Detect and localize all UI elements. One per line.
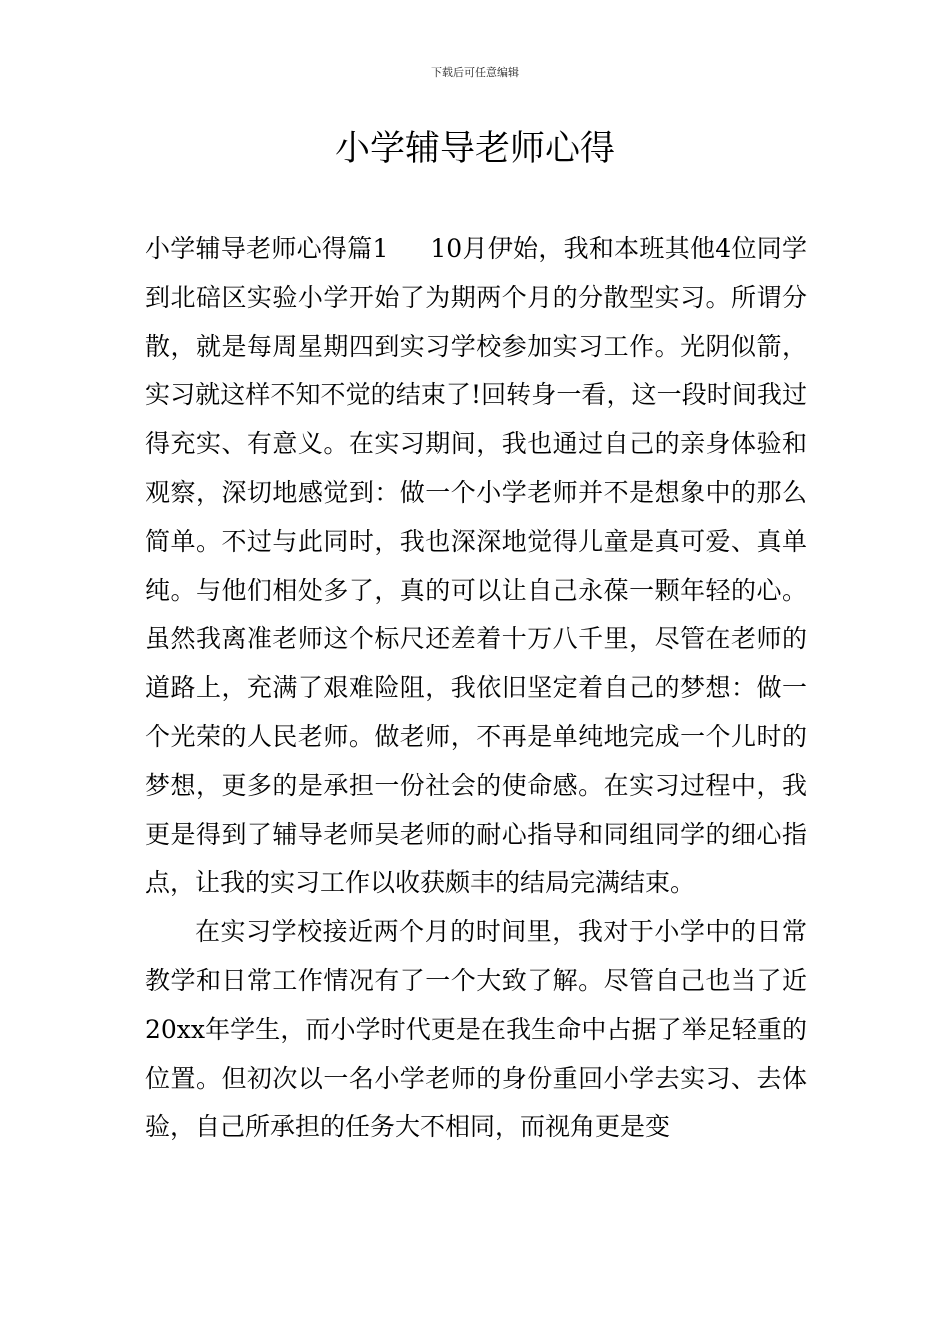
paragraph-1 xyxy=(145,225,807,908)
paragraph-1-text: 10月伊始，我和本班其他4位同学到北碚区实验小学开始了为期两个月的分散型实习。所谓分散，就是每周星期四到实习学校参加实习工作。光阴似箭，实习就这样不知不觉的结束了!回转身一看，这一段时间我过得充实、有意义。在实习期间，我也通过自己的亲身体验和观察，深切地感觉到：做一个小学老师并不是想象中的那么简单。不过与此同时，我也深深地觉得儿童是真可爱、真单纯。与他们相处多了，真的可以让自己永葆一颗年轻的心。虽然我离准老师这个标尺还差着十万八千里，尽管在老师的道路上，充满了艰难险阻，我依旧坚定着自己的梦想：做一个光荣的人民老师。做老师，不再是单纯地完成一个儿时的梦想，更多的是承担一份社会的使命感。在实习过程中，我更是得到了辅导老师吴老师的耐心指导和同组同学的细心指点，让我的实习工作以收获颇丰的结局完满结束。 xyxy=(145,234,807,898)
header-note: 下载后可任意编辑 xyxy=(431,66,519,79)
paragraph-2: 在实习学校接近两个月的时间里，我对于小学中的日常教学和日常工作情况有了一个大致了解。尽管自己也当了近20xx年学生，而小学时代更是在我生命中占据了举足轻重的位置。但初次以一名小学老师的身份重回小学去实习、去体验，自己所承担的任务大不相同，而视角更是变 xyxy=(145,917,807,1142)
document-title: 小学辅导老师心得 xyxy=(334,129,615,169)
section-heading: 小学辅导老师心得篇1 xyxy=(145,234,389,263)
document-body xyxy=(145,225,807,1152)
